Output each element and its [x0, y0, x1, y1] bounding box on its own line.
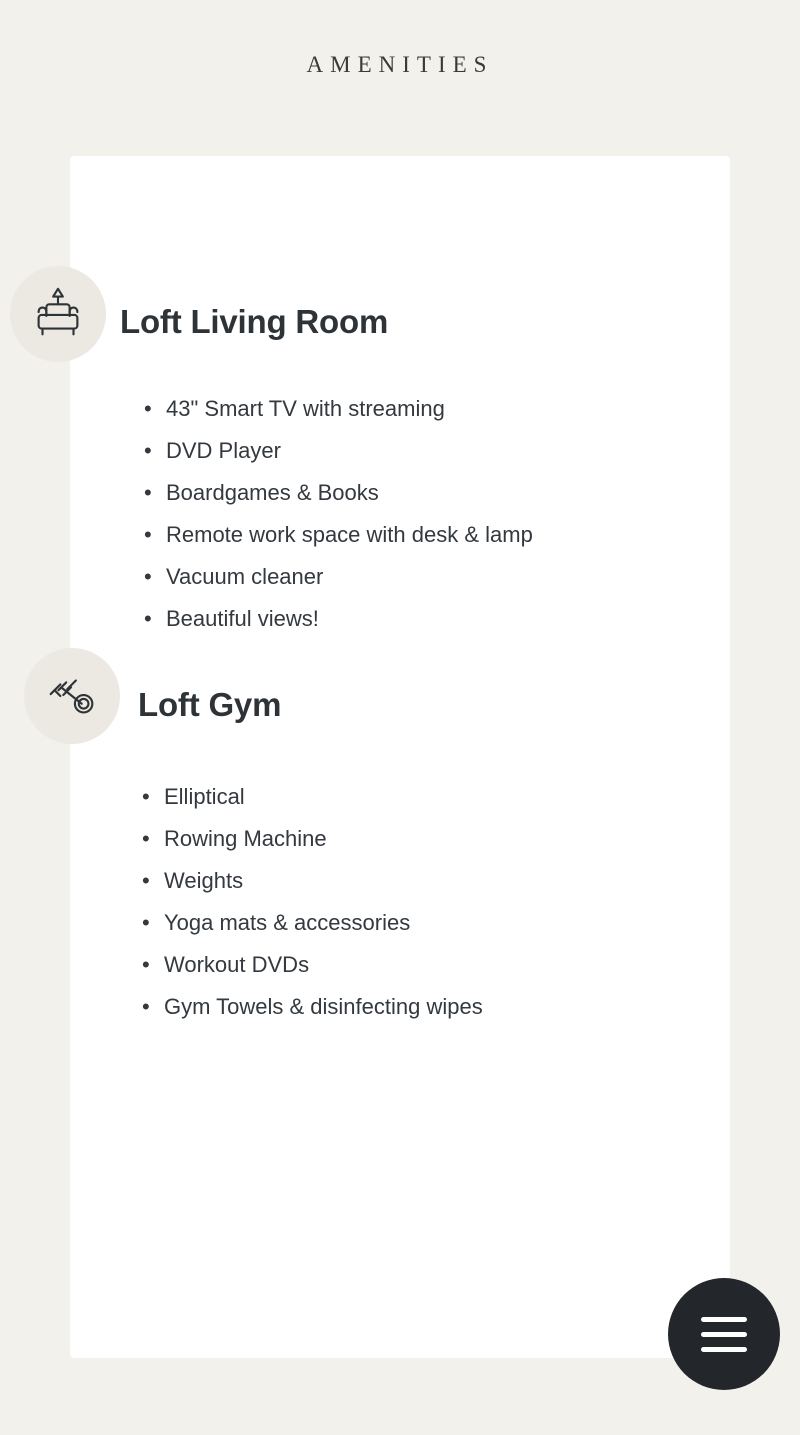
hamburger-menu-icon-bar — [701, 1332, 747, 1337]
sofa-icon — [10, 266, 106, 362]
list-item: • Remote work space with desk & lamp — [144, 514, 533, 556]
amenities-card — [70, 156, 730, 1358]
list-item: • Weights — [142, 860, 483, 902]
list-item: • Beautiful views! — [144, 598, 533, 640]
list-item: • Workout DVDs — [142, 944, 483, 986]
list-item: • Vacuum cleaner — [144, 556, 533, 598]
amenity-list-gym — [142, 776, 483, 1028]
dumbbell-icon — [24, 648, 120, 744]
list-item: • Gym Towels & disinfecting wipes — [142, 986, 483, 1028]
list-item: • 43" Smart TV with streaming — [144, 388, 533, 430]
page-title: AMENITIES — [306, 52, 494, 77]
amenity-list-living-room — [144, 388, 533, 640]
hamburger-menu-icon-bar — [701, 1347, 747, 1352]
list-item: • Rowing Machine — [142, 818, 483, 860]
list-item: • DVD Player — [144, 430, 533, 472]
hamburger-menu-button[interactable] — [668, 1278, 780, 1390]
hamburger-menu-icon — [701, 1317, 747, 1322]
list-item: • Yoga mats & accessories — [142, 902, 483, 944]
list-item: • Elliptical — [142, 776, 483, 818]
section-heading: Loft Living Room — [120, 303, 389, 340]
list-item: • Boardgames & Books — [144, 472, 533, 514]
section-heading: Loft Gym — [138, 686, 282, 723]
